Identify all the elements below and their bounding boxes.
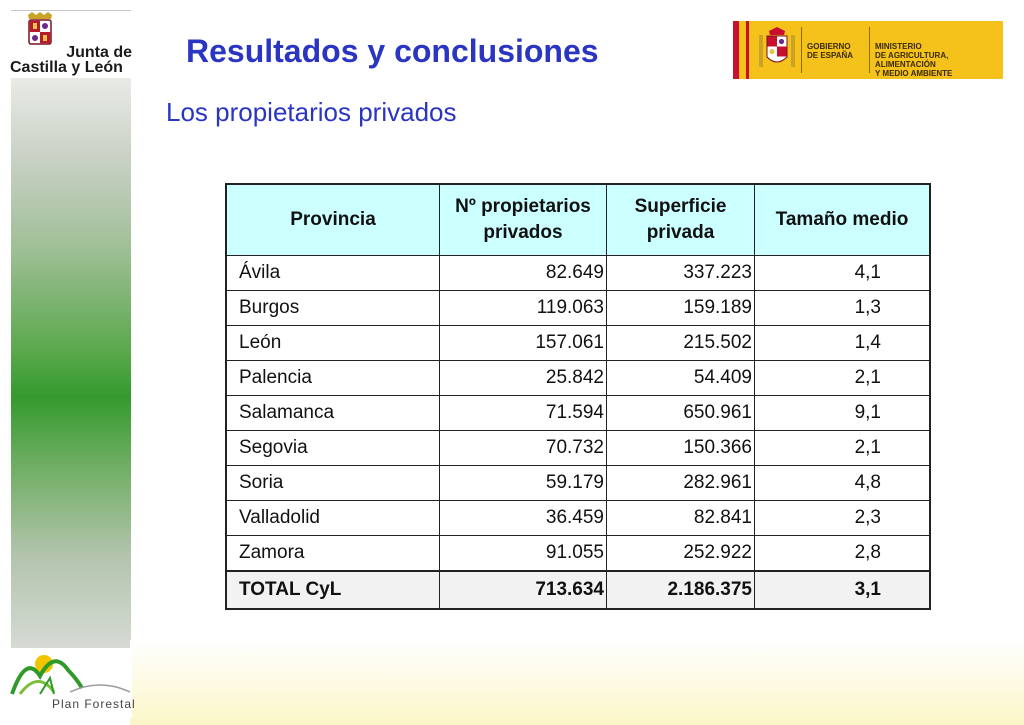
cell-propietarios: 82.649 — [440, 256, 607, 291]
cell-superficie: 82.841 — [607, 501, 755, 536]
cell-tamano: 2,1 — [755, 431, 931, 466]
plan-forestal-text: Plan Forestal — [52, 697, 136, 711]
cell-superficie: 282.961 — [607, 466, 755, 501]
cell-superficie: 159.189 — [607, 291, 755, 326]
total-propietarios: 713.634 — [440, 571, 607, 609]
slide-title: Resultados y conclusiones — [186, 33, 599, 69]
cell-provincia: Valladolid — [226, 501, 440, 536]
cell-tamano: 2,3 — [755, 501, 931, 536]
table-header-row — [226, 184, 930, 256]
table-row — [226, 291, 930, 326]
cell-provincia: León — [226, 326, 440, 361]
ministerio-text: MINISTERIO DE AGRICULTURA, ALIMENTACIÓN Y MEDIO AMBIENTE — [875, 42, 953, 78]
cell-provincia: Zamora — [226, 536, 440, 572]
total-superficie: 2.186.375 — [607, 571, 755, 609]
cell-superficie: 150.366 — [607, 431, 755, 466]
gobierno-text: GOBIERNO DE ESPAÑA — [807, 42, 854, 60]
cell-provincia: Soria — [226, 466, 440, 501]
cell-provincia: Ávila — [226, 256, 440, 291]
total-label: TOTAL CyL — [226, 571, 440, 609]
header-num-propietarios: Nº propietarios privados — [440, 184, 607, 256]
table-row — [226, 536, 930, 572]
cell-propietarios: 157.061 — [440, 326, 607, 361]
cell-tamano: 9,1 — [755, 396, 931, 431]
cell-provincia: Segovia — [226, 431, 440, 466]
cell-propietarios: 71.594 — [440, 396, 607, 431]
cell-propietarios: 91.055 — [440, 536, 607, 572]
slide-subtitle: Los propietarios privados — [166, 97, 457, 127]
cell-propietarios: 36.459 — [440, 501, 607, 536]
cell-propietarios: 59.179 — [440, 466, 607, 501]
cell-tamano: 2,1 — [755, 361, 931, 396]
cell-superficie: 337.223 — [607, 256, 755, 291]
cell-provincia: Salamanca — [226, 396, 440, 431]
table-row — [226, 256, 930, 291]
cell-tamano: 1,4 — [755, 326, 931, 361]
spanish-coat-of-arms-icon — [755, 25, 799, 75]
sidebar-gradient — [11, 78, 131, 648]
gobierno-logo — [733, 21, 1003, 79]
cell-superficie: 252.922 — [607, 536, 755, 572]
cell-provincia: Palencia — [226, 361, 440, 396]
cell-tamano: 4,1 — [755, 256, 931, 291]
propietarios-table — [225, 183, 931, 610]
gobierno-separator-1 — [801, 27, 802, 73]
junta-line1: Junta de — [66, 44, 132, 61]
cell-propietarios: 25.842 — [440, 361, 607, 396]
table-row — [226, 326, 930, 361]
cell-tamano: 1,3 — [755, 291, 931, 326]
cell-propietarios: 70.732 — [440, 431, 607, 466]
top-divider — [11, 10, 131, 11]
junta-line2: Castilla y León — [10, 59, 123, 76]
total-tamano: 3,1 — [755, 571, 931, 609]
header-tamano-medio: Tamaño medio — [755, 184, 931, 256]
table-total-row — [226, 571, 930, 609]
junta-logo-text — [10, 45, 134, 75]
cell-propietarios: 119.063 — [440, 291, 607, 326]
header-superficie: Superficie privada — [607, 184, 755, 256]
table-row — [226, 466, 930, 501]
cell-tamano: 4,8 — [755, 466, 931, 501]
table-row — [226, 501, 930, 536]
cell-tamano: 2,8 — [755, 536, 931, 572]
coat-of-arms-icon — [20, 12, 60, 46]
hills-sun-icon — [10, 648, 132, 696]
table-row — [226, 431, 930, 466]
table-row — [226, 361, 930, 396]
cell-superficie: 54.409 — [607, 361, 755, 396]
cell-superficie: 215.502 — [607, 326, 755, 361]
table-row — [226, 396, 930, 431]
header-provincia: Provincia — [226, 184, 440, 256]
bottom-glow — [130, 640, 1024, 725]
flag-stripe-yellow — [739, 21, 746, 79]
cell-provincia: Burgos — [226, 291, 440, 326]
flag-stripe-red-2 — [746, 21, 749, 79]
gobierno-separator-2 — [869, 27, 870, 73]
cell-superficie: 650.961 — [607, 396, 755, 431]
